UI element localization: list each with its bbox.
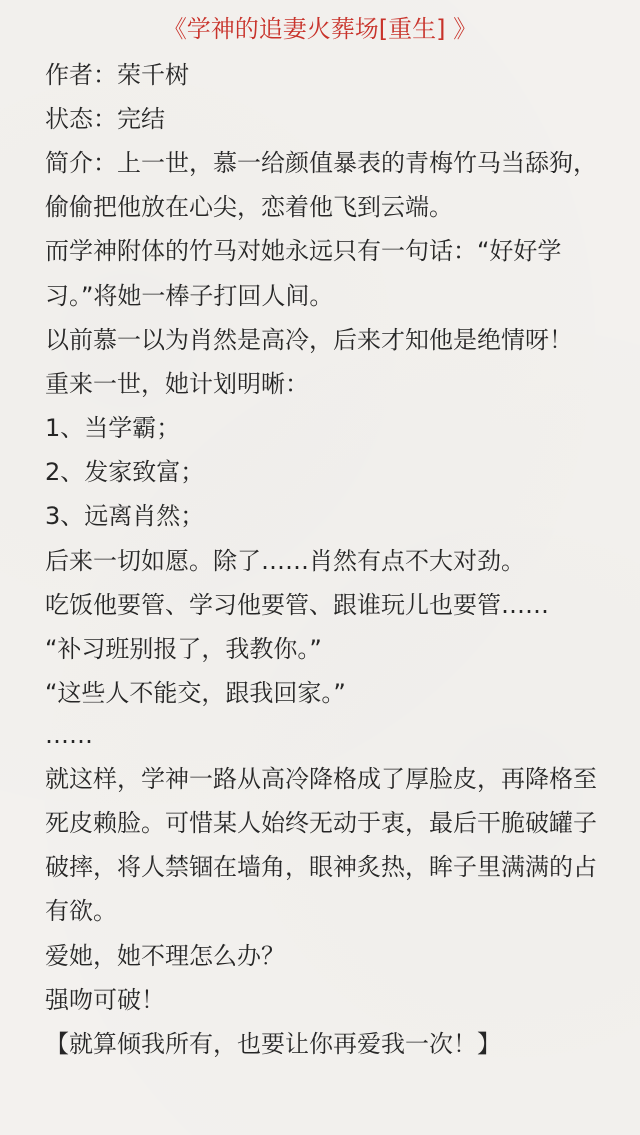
synopsis-line-3: 而学神附体的竹马对她永远只有一句话：“好好学: [45, 237, 562, 265]
synopsis-line-7: 后来一切如愿。除了……肖然有点不大对劲。: [45, 547, 525, 575]
synopsis-line-1: 简介：上一世，慕一给颜值暴表的青梅竹马当舔狗，: [45, 149, 597, 177]
synopsis-line-11: 破摔，将人禁锢在墙角，眼神炙热，眸子里满满的占: [45, 853, 597, 881]
synopsis-line-9: 就这样，学神一路从高冷降格成了厚脸皮，再降格至: [45, 765, 597, 793]
plan-item-1: 1、当学霸；: [45, 414, 181, 442]
quote-line-2: “这些人不能交，跟我回家。”: [45, 679, 346, 707]
plan-item-3: 3、远离肖然；: [45, 502, 205, 530]
synopsis-line-2: 偷偷把他放在心尖，恋着他飞到云端。: [45, 193, 453, 221]
closing-quote: 【就算倾我所有，也要让你再爱我一次！】: [45, 1030, 501, 1058]
plan-item-2: 2、发家致富；: [45, 458, 205, 486]
synopsis-line-8: 吃饭他要管、学习他要管、跟谁玩儿也要管……: [45, 591, 549, 619]
synopsis-line-10: 死皮赖脸。可惜某人始终无动于衷，最后干脆破罐子: [45, 809, 597, 837]
synopsis-line-13: 爱她，她不理怎么办？: [45, 942, 285, 970]
ellipsis-line: ……: [45, 721, 93, 749]
synopsis-line-14: 强吻可破！: [45, 986, 165, 1014]
quote-line-1: “补习班别报了，我教你。”: [45, 635, 322, 663]
synopsis-line-6: 重来一世，她计划明晰：: [45, 370, 309, 398]
book-title: 《学神的追妻火葬场[重生] 》: [162, 15, 478, 43]
synopsis-line-12: 有欲。: [45, 897, 117, 925]
synopsis-line-5: 以前慕一以为肖然是高冷，后来才知他是绝情呀！: [45, 326, 573, 354]
synopsis-line-4: 习。”将她一棒子打回人间。: [45, 282, 334, 310]
author-line: 作者：荣千树: [45, 61, 189, 89]
status-line: 状态：完结: [45, 105, 165, 133]
